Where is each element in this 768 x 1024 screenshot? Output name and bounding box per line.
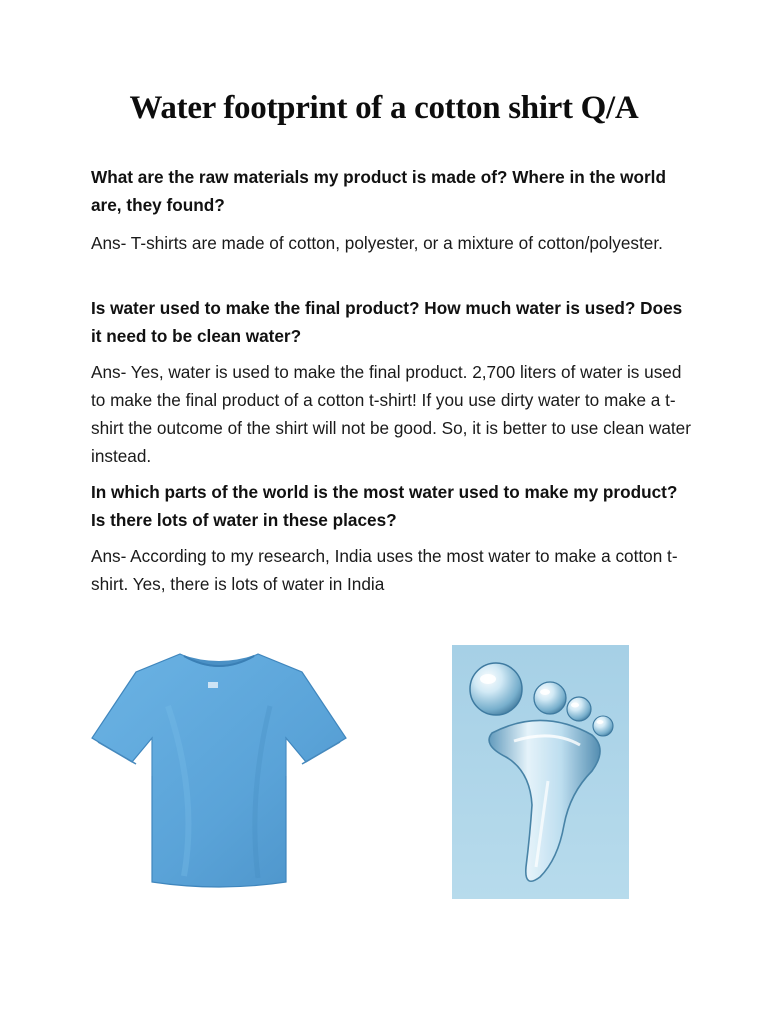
question-2: Is water used to make the final product? How much water is used? Does it need to be clean water?	[91, 298, 683, 346]
t-shirt-image	[88, 646, 350, 894]
question-1: What are the raw materials my product is made of? Where in the world are, they found?	[91, 167, 666, 215]
answer-3: Ans- According to my research, India uses the most water to make a cotton t-shirt. Yes, there is lots of water in India	[91, 546, 678, 594]
water-footprint-icon	[452, 645, 629, 899]
question-3: In which parts of the world is the most water used to make my product? Is there lots of water in these places?	[91, 482, 678, 530]
answer-1: Ans- T-shirts are made of cotton, polyester, or a mixture of cotton/polyester.	[91, 233, 663, 253]
water-footprint-image	[452, 645, 629, 899]
page-title: Water footprint of a cotton shirt Q/A	[129, 90, 639, 126]
answer-2: Ans- Yes, water is used to make the final product. 2,700 liters of water is used to make the final product of a cotton t-shirt! If you use dirty water to make a t-shirt the outcome of the shirt will not be good. So, it is better to use clean water instead.	[91, 362, 691, 466]
t-shirt-icon	[88, 646, 350, 894]
